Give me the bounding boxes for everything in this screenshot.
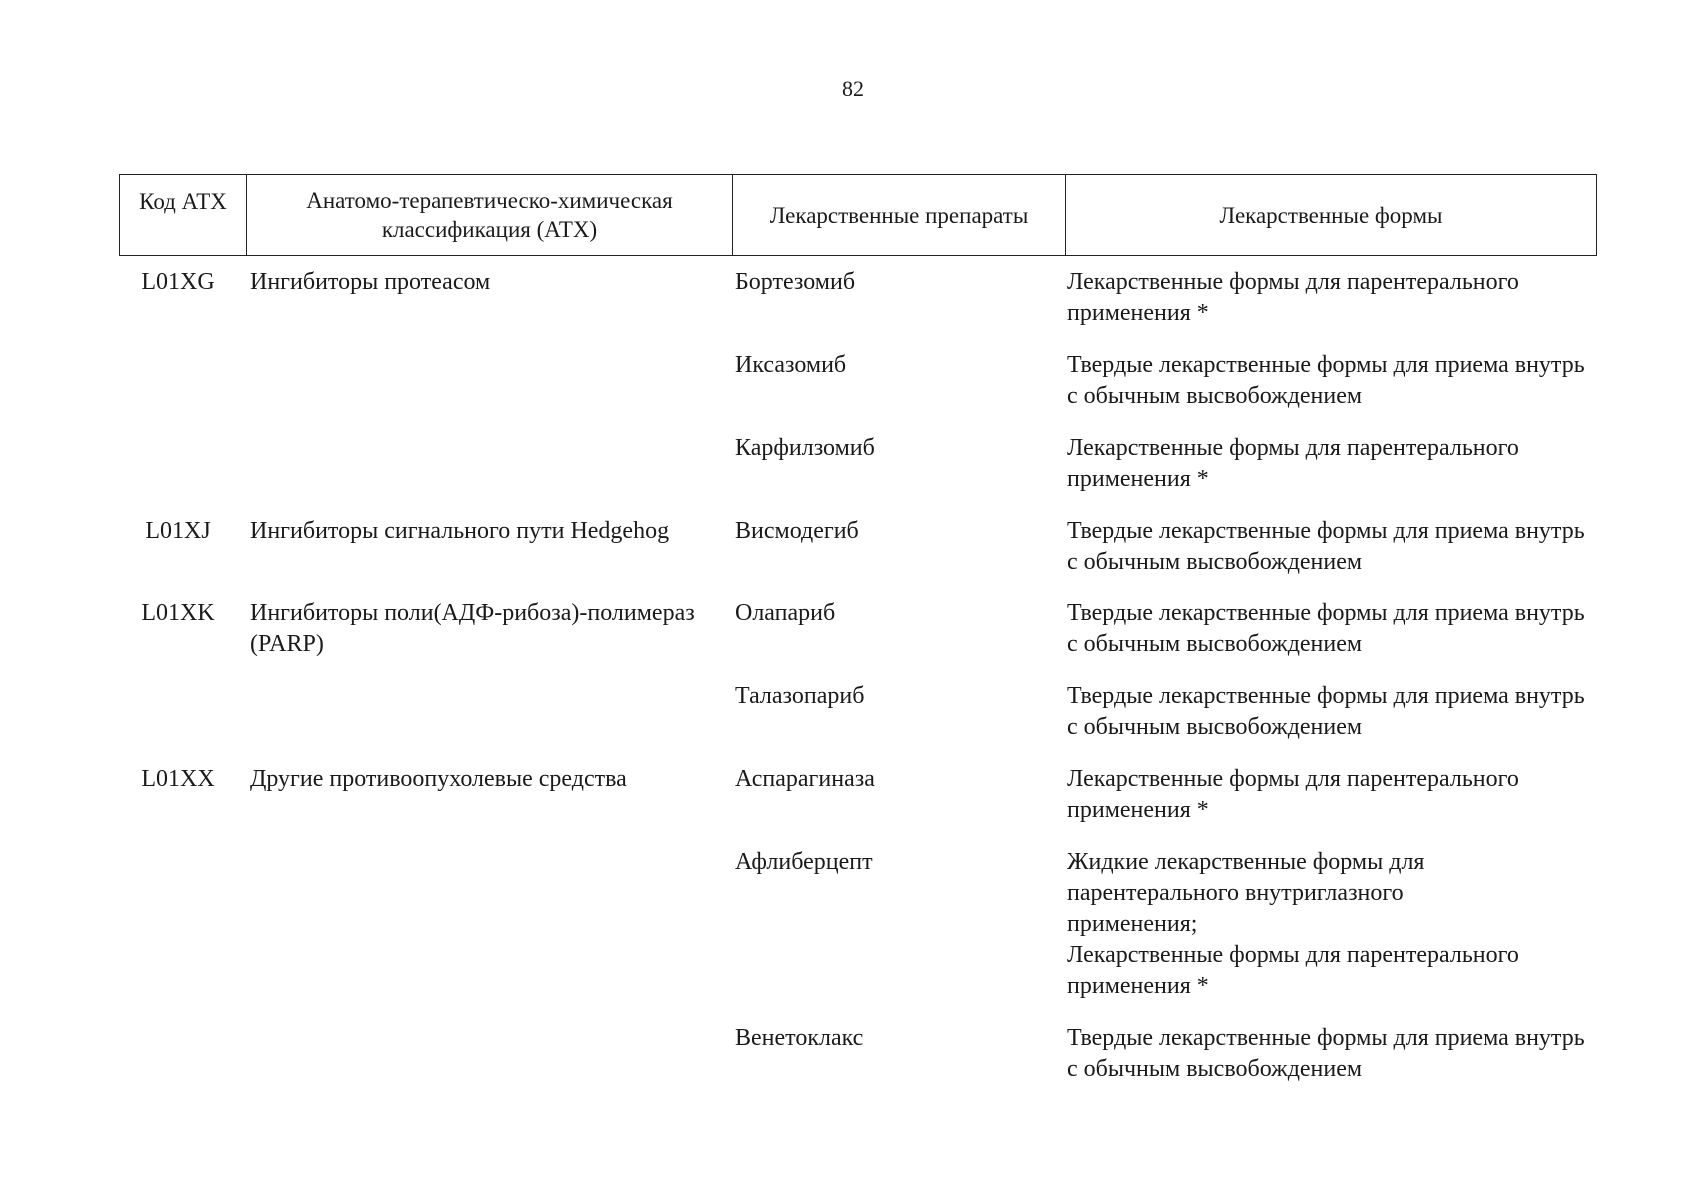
table-row <box>119 764 1597 847</box>
atc-classification: Ингибиторы сигнального пути Hedgehog <box>250 518 670 544</box>
atc-classification <box>245 350 731 433</box>
drug-name: Висмодегиб <box>735 518 859 544</box>
drug-name: Олапариб <box>735 600 836 626</box>
page-number: 82 <box>842 76 864 101</box>
drug-form: Лекарственные формы для парентерального применения * <box>1067 269 1519 326</box>
table-row <box>119 847 1597 1023</box>
table-row <box>119 1023 1597 1106</box>
drug-forms <box>1064 847 1597 1023</box>
atc-code: L01XJ <box>145 518 211 544</box>
header-classification: Анатомо-терапевтическо-химическая классификация (АТХ) <box>246 175 732 255</box>
atc-classification <box>245 1023 731 1106</box>
drug-form: Твердые лекарственные формы для приема внутрь с обычным высвобождением <box>1067 518 1585 575</box>
atc-classification: Ингибиторы поли(АДФ-рибоза)-полимераз (PARP) <box>250 600 695 657</box>
drug-name: Бортезомиб <box>735 269 856 295</box>
drug-name: Афлиберцепт <box>735 849 873 875</box>
drug-form: Лекарственные формы для парентерального применения * <box>1067 766 1519 823</box>
drug-forms <box>1064 681 1597 764</box>
drug-form: Твердые лекарственные формы для приема внутрь с обычным высвобождением <box>1067 352 1585 409</box>
drug-forms <box>1064 433 1597 516</box>
drug-form: Лекарственные формы для парентерального применения * <box>1067 942 1519 999</box>
atc-classification: Другие противоопухолевые средства <box>250 766 627 792</box>
drug-name: Карфилзомиб <box>735 435 875 461</box>
atc-code <box>119 433 245 516</box>
table-row <box>119 681 1597 764</box>
drug-form: Жидкие лекарственные формы для парентерального внутриглазного применения; <box>1067 849 1425 937</box>
drug-name: Венетоклакс <box>735 1025 864 1051</box>
header-drugs: Лекарственные препараты <box>732 175 1065 255</box>
atc-code: L01XG <box>141 269 215 295</box>
drug-form: Лекарственные формы для парентерального применения * <box>1067 435 1519 492</box>
header-forms: Лекарственные формы <box>1065 175 1596 255</box>
atc-classification: Ингибиторы протеасом <box>250 269 491 295</box>
drug-forms <box>1064 350 1597 433</box>
drug-table <box>119 174 1597 1106</box>
atc-classification <box>245 681 731 764</box>
atc-classification <box>245 433 731 516</box>
drug-forms <box>1064 598 1597 681</box>
table-row <box>119 598 1597 681</box>
drug-forms <box>1064 1023 1597 1106</box>
atc-code <box>119 350 245 433</box>
drug-name: Талазопариб <box>735 683 865 709</box>
table-body <box>119 267 1597 1106</box>
table-row <box>119 433 1597 516</box>
drug-form: Твердые лекарственные формы для приема внутрь с обычным высвобождением <box>1067 1025 1585 1082</box>
atc-classification <box>245 847 731 1023</box>
table-row <box>119 350 1597 433</box>
drug-name: Аспарагиназа <box>735 766 875 792</box>
drug-form: Твердые лекарственные формы для приема внутрь с обычным высвобождением <box>1067 600 1585 657</box>
atc-code <box>119 847 245 1023</box>
drug-form: Твердые лекарственные формы для приема внутрь с обычным высвобождением <box>1067 683 1585 740</box>
header-code: Код АТХ <box>139 189 227 214</box>
atc-code: L01XK <box>141 600 215 626</box>
atc-code <box>119 681 245 764</box>
table-row <box>119 267 1597 350</box>
table-row <box>119 516 1597 598</box>
drug-forms <box>1064 764 1597 847</box>
atc-code: L01XX <box>141 766 215 792</box>
drug-forms <box>1064 267 1597 350</box>
drug-forms <box>1064 516 1597 598</box>
atc-code <box>119 1023 245 1106</box>
table-header <box>119 174 1597 256</box>
drug-name: Иксазомиб <box>735 352 847 378</box>
